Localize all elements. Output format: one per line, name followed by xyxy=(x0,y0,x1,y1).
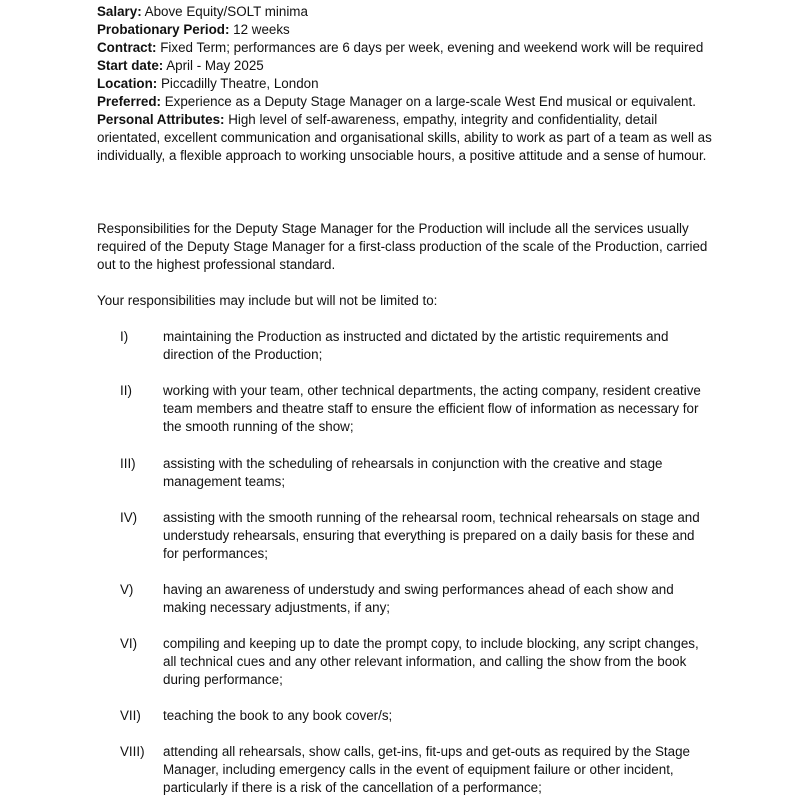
detail-label: Contract: xyxy=(97,40,157,55)
list-item-number: V) xyxy=(120,582,134,597)
list-item-number: I) xyxy=(120,329,129,344)
detail-value: Above Equity/SOLT minima xyxy=(141,4,308,19)
detail-contract xyxy=(97,39,717,57)
list-item-text: working with your team, other technical departments, the acting company, resident creative team members and theatre staff to ensure the efficient flow of information as necessary for the smooth running of the show; xyxy=(163,383,701,434)
responsibilities-lead-in: Your responsibilities may include but will not be limited to: xyxy=(97,293,438,308)
list-item-number: IV) xyxy=(120,510,138,525)
list-item-text: teaching the book to any book cover/s; xyxy=(163,708,393,723)
list-item-number: VI) xyxy=(120,636,138,651)
detail-label: Salary: xyxy=(97,4,142,19)
list-item-text: having an awareness of understudy and swing performances ahead of each show and making necessary adjustments, if any; xyxy=(163,582,674,615)
detail-label: Probationary Period: xyxy=(97,22,230,37)
list-item-number: II) xyxy=(120,383,132,398)
detail-value: April - May 2025 xyxy=(163,58,264,73)
detail-salary xyxy=(97,3,717,21)
list-item-text: assisting with the scheduling of rehearsals in conjunction with the creative and stage management teams; xyxy=(163,456,663,489)
intro-paragraph: Responsibilities for the Deputy Stage Manager for the Production will include all the services usually required of the Deputy Stage Manager for a first-class production of the scale of the Production, carried out to the highest professional standard. xyxy=(97,221,708,272)
list-item-text: assisting with the smooth running of the rehearsal room, technical rehearsals on stage and understudy rehearsals, ensuring that everything is prepared on a daily basis for these and for performances; xyxy=(163,510,700,561)
detail-label: Personal Attributes: xyxy=(97,112,225,127)
detail-label: Preferred: xyxy=(97,94,162,109)
detail-location xyxy=(97,75,717,93)
detail-start-date xyxy=(97,57,717,75)
detail-label: Start date: xyxy=(97,58,164,73)
list-item-text: attending all rehearsals, show calls, get-ins, fit-ups and get-outs as required by the Stage Manager, including emergency calls in the event of equipment failure or other incident, particularly if there is a risk of the cancellation of a performance; xyxy=(163,744,690,795)
detail-personal-attributes xyxy=(97,111,717,165)
list-item-number: III) xyxy=(120,456,136,471)
detail-label: Location: xyxy=(97,76,158,91)
list-item-number: VII) xyxy=(120,708,141,723)
detail-value: Experience as a Deputy Stage Manager on a large-scale West End musical or equivalent. xyxy=(161,94,696,109)
detail-probationary-period xyxy=(97,21,717,39)
detail-preferred xyxy=(97,93,717,111)
list-item-text: compiling and keeping up to date the prompt copy, to include blocking, any script changes, all technical cues and any other relevant information, and calling the show from the book during performance; xyxy=(163,636,699,687)
detail-value: Fixed Term; performances are 6 days per week, evening and weekend work will be required xyxy=(156,40,704,55)
detail-value: 12 weeks xyxy=(229,22,290,37)
list-item-number: VIII) xyxy=(120,744,145,759)
list-item-text: maintaining the Production as instructed and dictated by the artistic requirements and direction of the Production; xyxy=(163,329,669,362)
detail-value: High level of self-awareness, empathy, integrity and confidentiality, detail orientated, excellent communication and organisational skills, ability to work as part of a team as well as individually, a flexible approach to working unsociable hours, a positive attitude and a sense of humour. xyxy=(97,112,712,163)
job-details xyxy=(97,3,717,165)
detail-value: Piccadilly Theatre, London xyxy=(157,76,319,91)
